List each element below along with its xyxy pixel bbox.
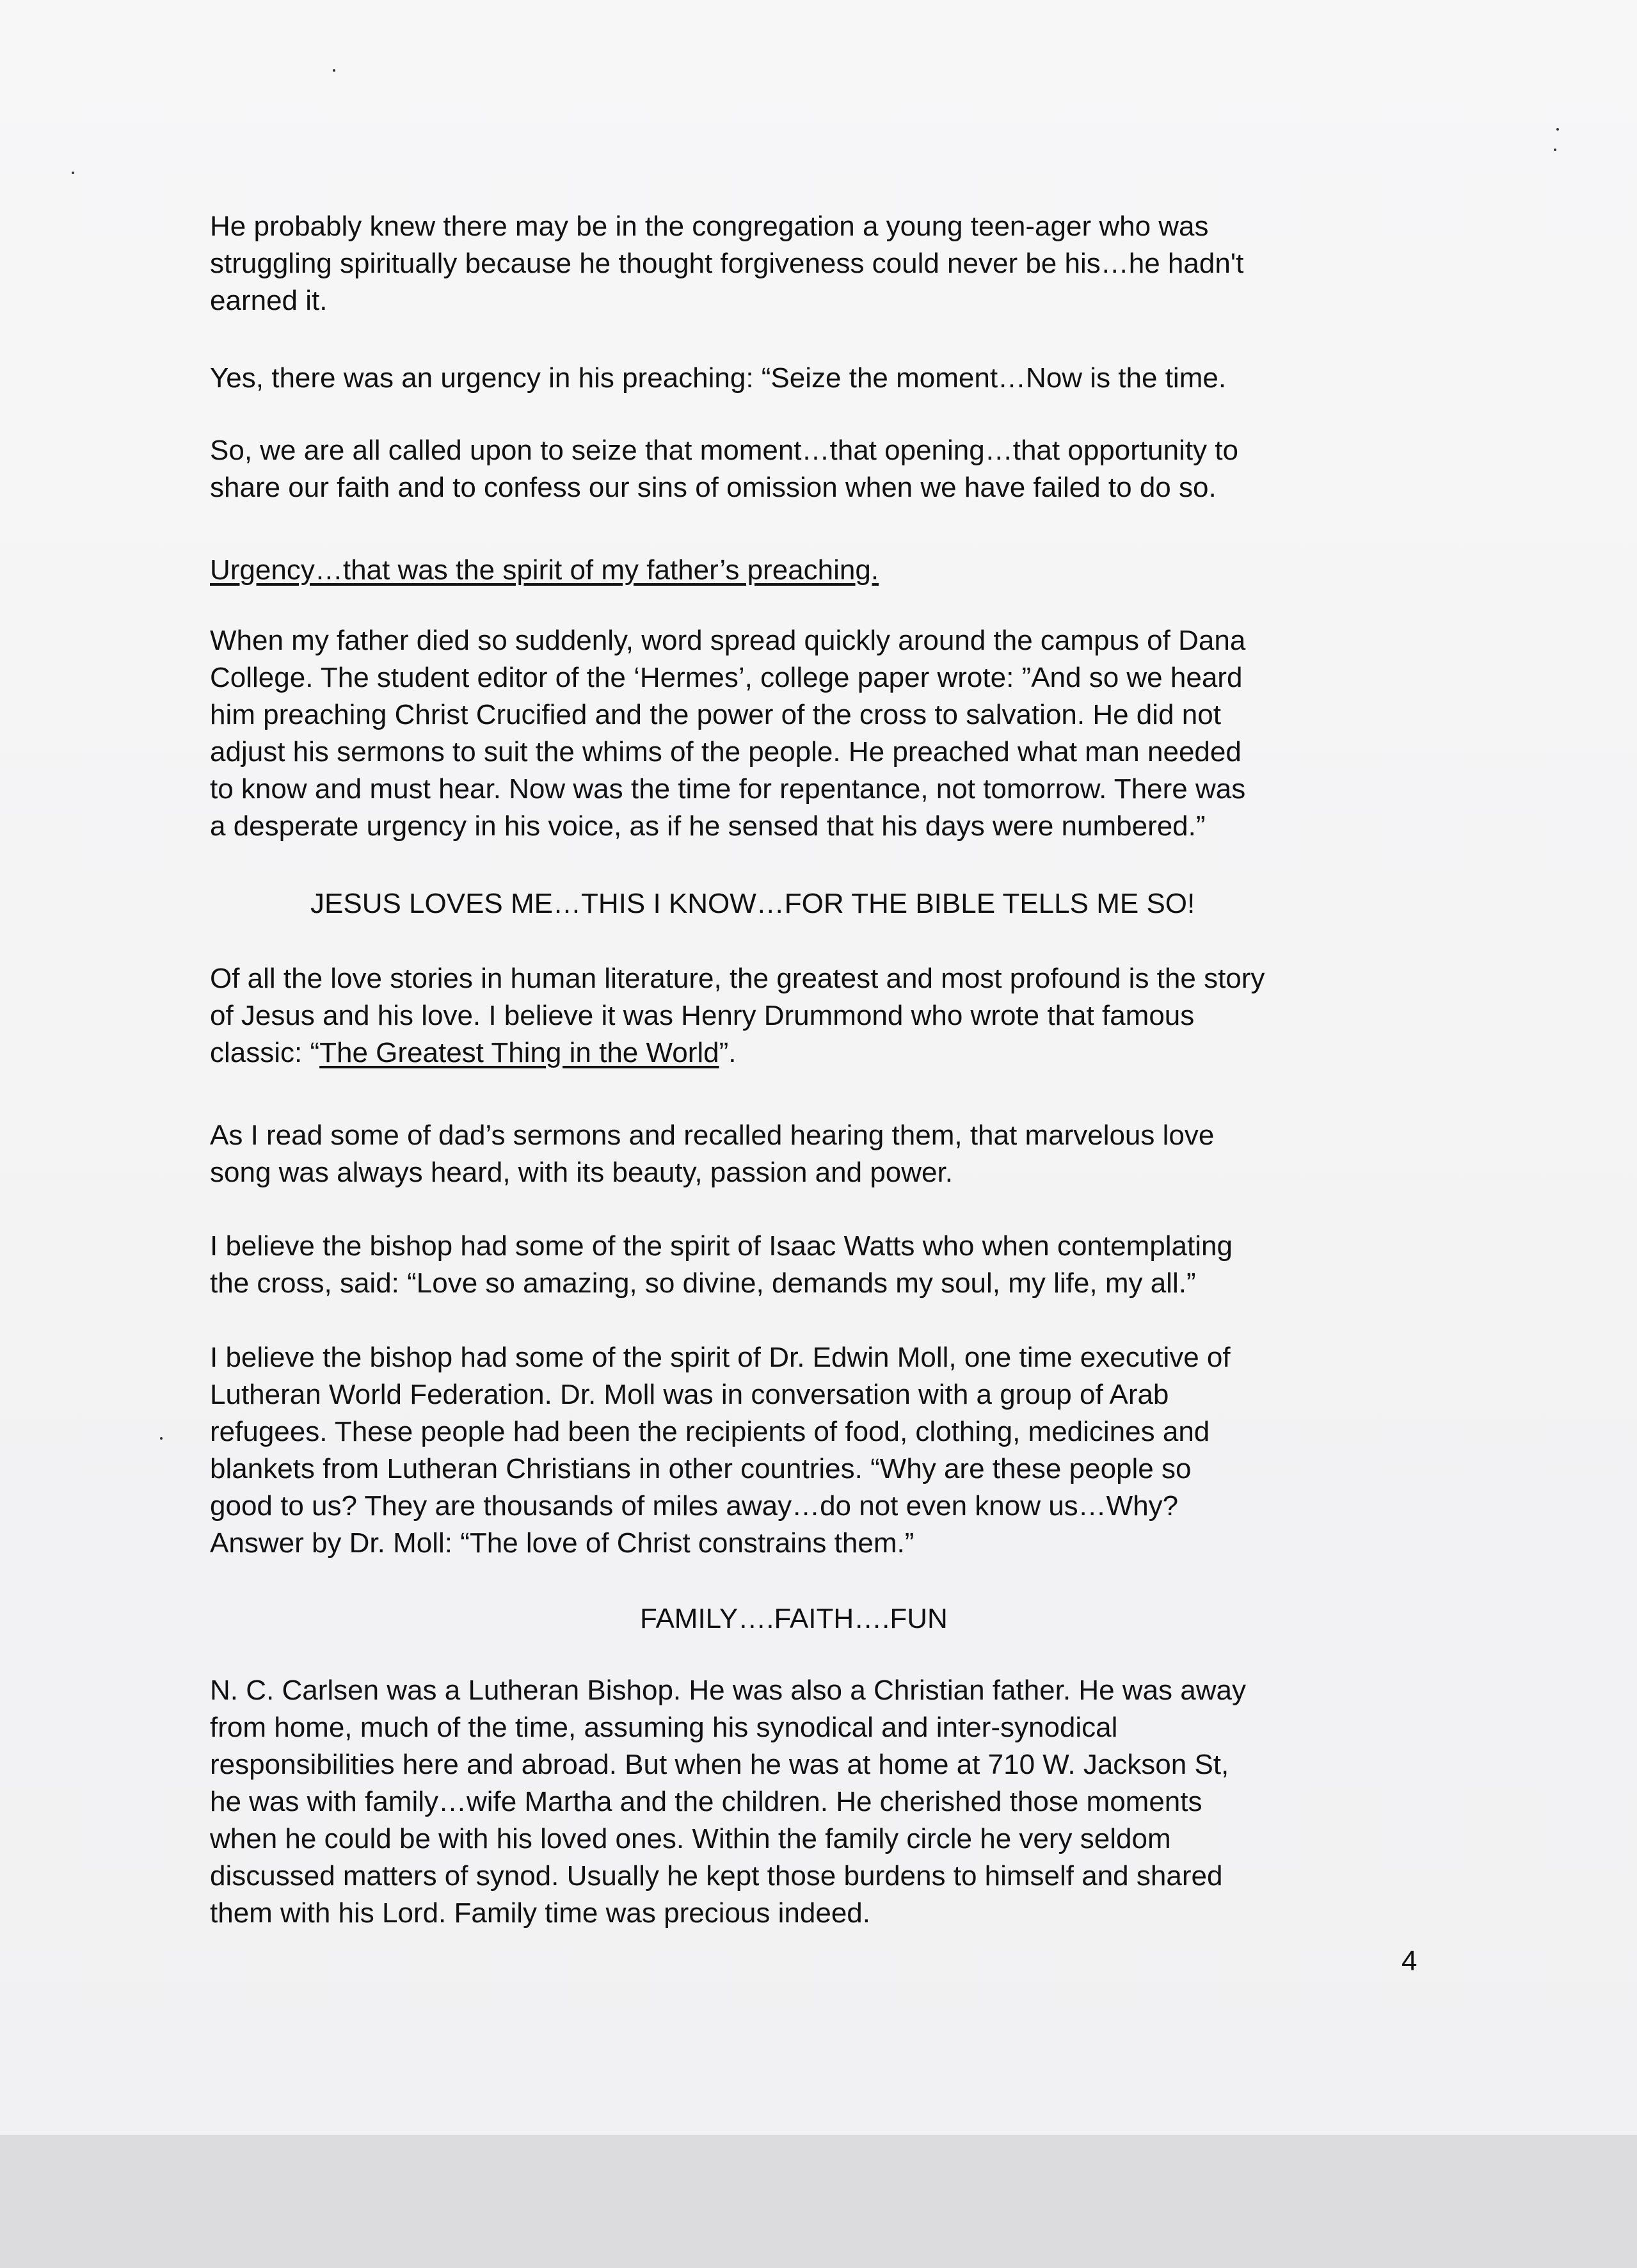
text-fragment: classic: “ bbox=[210, 1037, 320, 1068]
text-line: Lutheran World Federation. Dr. Moll was in conversation with a group of Arab bbox=[210, 1379, 1169, 1410]
text-line: the cross, said: “Love so amazing, so divine, demands my soul, my life, my all.” bbox=[210, 1267, 1196, 1299]
page-number: 4 bbox=[1401, 1945, 1417, 1977]
book-title: The Greatest Thing in the World bbox=[319, 1037, 719, 1068]
text-line: adjust his sermons to suit the whims of the people. He preached what man needed bbox=[210, 736, 1242, 768]
scan-bottom-band bbox=[0, 2135, 1637, 2268]
text-line: I believe the bishop had some of the spirit of Isaac Watts who when contemplating bbox=[210, 1230, 1233, 1262]
text-line: them with his Lord. Family time was precious indeed. bbox=[210, 1897, 870, 1929]
paragraph-7 bbox=[210, 1117, 1214, 1191]
text-line: He probably knew there may be in the congregation a young teen-ager who was bbox=[210, 211, 1209, 242]
paragraph-10 bbox=[210, 1672, 1246, 1932]
paragraph-6 bbox=[210, 960, 1265, 1072]
section-heading-jesus-loves-me: JESUS LOVES ME…THIS I KNOW…FOR THE BIBLE TELLS ME SO! bbox=[310, 888, 1195, 919]
text-line: N. C. Carlsen was a Lutheran Bishop. He was also a Christian father. He was away bbox=[210, 1675, 1246, 1706]
text-line: when he could be with his loved ones. Within the family circle he very seldom bbox=[210, 1823, 1171, 1854]
section-heading-family-faith-fun: FAMILY….FAITH….FUN bbox=[640, 1603, 948, 1634]
text-line: College. The student editor of the ‘Hermes’, college paper wrote: ”And so we heard bbox=[210, 662, 1243, 693]
text-line: a desperate urgency in his voice, as if he sensed that his days were numbered.” bbox=[210, 810, 1206, 842]
paragraph-9 bbox=[210, 1339, 1231, 1562]
paragraph-4 bbox=[210, 552, 879, 589]
text-line: struggling spiritually because he thought forgiveness could never be his…he hadn't bbox=[210, 248, 1244, 279]
paragraph-3 bbox=[210, 432, 1238, 506]
text-line: song was always heard, with its beauty, passion and power. bbox=[210, 1157, 953, 1188]
paragraph-8 bbox=[210, 1228, 1233, 1302]
text-line: So, we are all called upon to seize that moment…that opening…that opportunity to bbox=[210, 435, 1238, 466]
text-line bbox=[210, 1034, 1265, 1072]
text-line: good to us? They are thousands of miles away…do not even know us…Why? bbox=[210, 1490, 1179, 1522]
text-line: Answer by Dr. Moll: “The love of Christ constrains them.” bbox=[210, 1527, 914, 1559]
scan-speck bbox=[1554, 149, 1556, 151]
text-line: share our faith and to confess our sins of omission when we have failed to do so. bbox=[210, 472, 1217, 503]
scan-speck bbox=[72, 172, 74, 174]
text-line: Yes, there was an urgency in his preaching: “Seize the moment…Now is the time. bbox=[210, 362, 1227, 394]
text-line: refugees. These people had been the recipients of food, clothing, medicines and bbox=[210, 1416, 1210, 1447]
text-fragment: ”. bbox=[719, 1037, 737, 1068]
text-line: blankets from Lutheran Christians in other countries. “Why are these people so bbox=[210, 1453, 1192, 1484]
text-line: him preaching Christ Crucified and the power of the cross to salvation. He did not bbox=[210, 699, 1221, 730]
text-line: from home, much of the time, assuming his synodical and inter-synodical bbox=[210, 1712, 1118, 1743]
scan-speck bbox=[1556, 128, 1559, 131]
text-line: responsibilities here and abroad. But when he was at home at 710 W. Jackson St, bbox=[210, 1749, 1229, 1780]
text-line: to know and must hear. Now was the time for repentance, not tomorrow. There was bbox=[210, 773, 1246, 805]
text-line: I believe the bishop had some of the spirit of Dr. Edwin Moll, one time executive of bbox=[210, 1342, 1231, 1373]
text-line: discussed matters of synod. Usually he kept those burdens to himself and shared bbox=[210, 1860, 1223, 1892]
text-line: earned it. bbox=[210, 285, 328, 316]
paragraph-2 bbox=[210, 360, 1226, 397]
scan-speck bbox=[333, 69, 335, 72]
text-line: of Jesus and his love. I believe it was Henry Drummond who wrote that famous bbox=[210, 1000, 1195, 1031]
underlined-text-line: Urgency…that was the spirit of my father’s preaching. bbox=[210, 554, 879, 586]
text-line: As I read some of dad’s sermons and recalled hearing them, that marvelous love bbox=[210, 1120, 1215, 1151]
scan-speck bbox=[160, 1437, 163, 1440]
paragraph-1 bbox=[210, 208, 1243, 319]
paragraph-5 bbox=[210, 622, 1245, 845]
text-line: he was with family…wife Martha and the children. He cherished those moments bbox=[210, 1786, 1202, 1817]
text-line: When my father died so suddenly, word spread quickly around the campus of Dana bbox=[210, 625, 1246, 656]
text-line: Of all the love stories in human literature, the greatest and most profound is the story bbox=[210, 963, 1265, 994]
